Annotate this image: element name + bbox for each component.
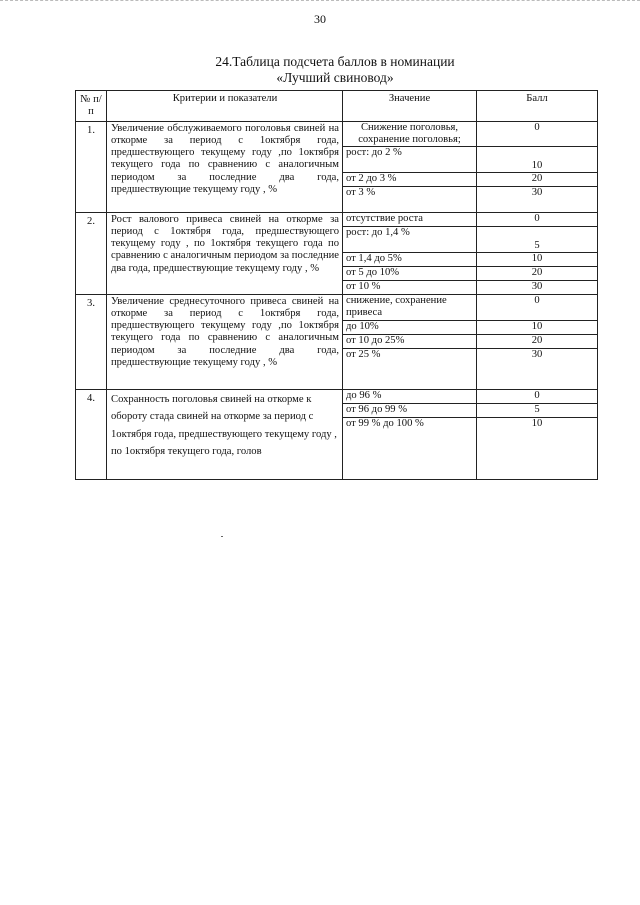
score-item: 10 [477,253,597,267]
value-item: от 96 до 99 % [343,404,476,418]
score-item: 10 [531,417,543,429]
row-number: 1. [76,121,107,212]
score-item: 20 [477,267,597,281]
document-title [70,54,600,85]
header-score: Балл [477,91,598,122]
table-row [76,389,598,479]
score-item: 30 [531,186,543,198]
value-item: от 10 до 25% [343,335,476,349]
score-cell [477,294,598,389]
header-criteria: Критерии и показатели [107,91,343,122]
value-item: до 10% [343,321,476,335]
table-header-row [76,91,598,122]
row-number: 2. [76,212,107,294]
criteria-cell: Увеличение среднесуточного привеса свиней на откорме за период с 1октября года, предшествующего текущему году ,по 1октября текущего года по сравнению с аналогичным периодом за последние два года, предшествующие текущему году , % [107,294,343,389]
header-no: № п/п [76,91,107,122]
value-item: рост: до 1,4 % [343,227,476,253]
value-item: отсутствие роста [343,213,476,227]
score-item: 0 [477,122,597,147]
value-item: рост: до 2 % [343,147,476,173]
score-item: 30 [531,280,543,292]
value-item: до 96 % [343,390,476,404]
value-item: от 2 до 3 % [343,173,476,187]
row-number: 4. [76,389,107,479]
criteria-cell: Увеличение обслуживаемого поголовья свиней на откорме за период с 1октября года, предшествующего текущему году ,по 1октября текущего года по сравнению с аналогичным периодом за последние два года, предшествующие текущему году , % [107,121,343,212]
score-cell [477,212,598,294]
row-number: 3. [76,294,107,389]
value-item: от 99 % до 100 % [346,417,424,429]
table-row [76,121,598,212]
score-item: 30 [531,348,543,360]
score-item: 20 [477,335,597,349]
value-cell [343,294,477,389]
value-item: от 10 % [346,280,381,292]
scoring-table [75,90,598,480]
value-item: снижение, сохранение привеса [343,295,476,321]
value-cell [343,121,477,212]
criteria-cell: Рост валового привеса свиней на откорме за период с 1октября года, предшествующего текущему году , по 1октября текущего года по сравнению с аналогичным периодом за последние два года, предшествующие текущему году , % [107,212,343,294]
criteria-cell: Сохранность поголовья свиней на откорме к обороту стада свиней на откорме за период с 1октября года, предшествующего текущему году , по 1октября текущего года, голов [107,389,343,479]
table-row [76,212,598,294]
stray-mark [221,536,223,537]
score-item: 5 [477,227,597,253]
score-item: 0 [477,213,597,227]
title-line-2: «Лучший свиновод» [276,69,394,85]
value-item: Снижение поголовья, сохранение поголовья; [343,122,476,147]
value-item: от 25 % [346,348,381,360]
header-value: Значение [343,91,477,122]
value-item: от 5 до 10% [343,267,476,281]
value-cell [343,212,477,294]
table-row [76,294,598,389]
top-edge-rule [0,0,640,2]
title-line-1: 24.Таблица подсчета баллов в номинации [215,54,455,69]
page-number: 30 [314,12,326,26]
score-item: 0 [477,390,597,404]
score-item: 10 [477,147,597,173]
score-item: 20 [477,173,597,187]
score-cell [477,121,598,212]
value-item: от 1,4 до 5% [343,253,476,267]
value-item: от 3 % [346,186,376,198]
value-cell [343,389,477,479]
score-item: 5 [477,404,597,418]
score-cell [477,389,598,479]
score-item: 10 [477,321,597,335]
score-item: 0 [477,295,597,321]
